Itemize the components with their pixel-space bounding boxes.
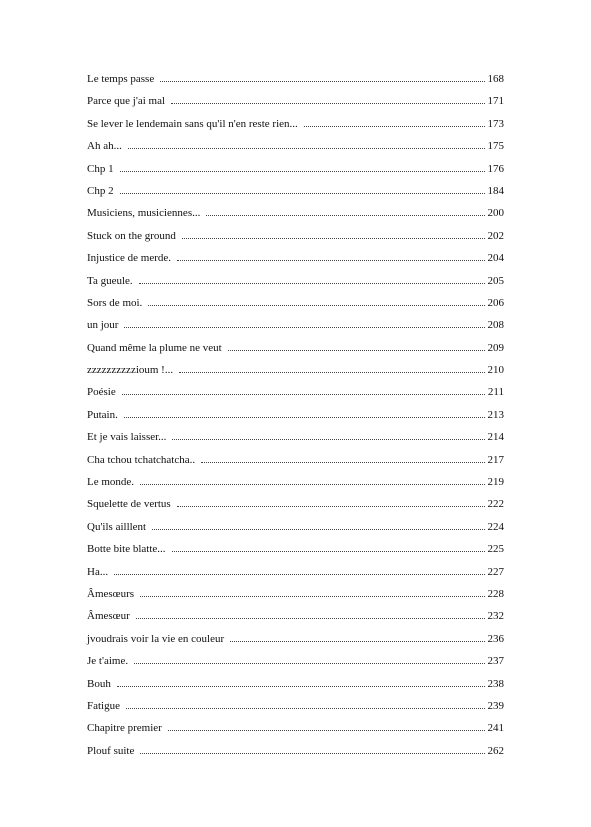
toc-entry[interactable] bbox=[87, 519, 504, 541]
toc-entry-page-number: 168 bbox=[487, 73, 504, 85]
toc-entry-title: Quand même la plume ne veut bbox=[87, 341, 222, 354]
toc-entry[interactable] bbox=[87, 631, 504, 653]
toc-entry-title: Sors de moi. bbox=[87, 296, 143, 309]
toc-entry-title: Squelette de vertus bbox=[87, 498, 171, 511]
toc-entry-title: Plouf suite bbox=[87, 744, 135, 757]
toc-entry[interactable] bbox=[87, 407, 504, 429]
toc-entry[interactable] bbox=[87, 250, 504, 272]
toc-entry-title: Ha... bbox=[87, 565, 109, 578]
toc-entry[interactable] bbox=[87, 183, 504, 205]
toc-entry-page-number: 262 bbox=[487, 744, 504, 757]
toc-entry[interactable] bbox=[87, 564, 504, 586]
dot-leader bbox=[122, 394, 485, 395]
dot-leader bbox=[136, 618, 485, 619]
toc-entry-title: Stuck on the ground bbox=[87, 229, 176, 242]
toc-entry-title: Musiciens, musiciennes... bbox=[87, 207, 201, 220]
toc-entry[interactable] bbox=[87, 720, 504, 742]
toc-entry-page-number: 202 bbox=[487, 229, 504, 242]
toc-entry[interactable] bbox=[87, 496, 504, 518]
toc-entry-title: Âmesœur bbox=[87, 610, 130, 623]
toc-entry-title: Chapitre premier bbox=[87, 722, 162, 735]
toc-entry[interactable] bbox=[87, 273, 504, 295]
dot-leader bbox=[172, 439, 484, 440]
toc-entry[interactable] bbox=[87, 653, 504, 675]
dot-leader bbox=[160, 81, 484, 82]
dot-leader bbox=[126, 708, 485, 709]
toc-entry[interactable] bbox=[87, 317, 504, 339]
toc-entry[interactable] bbox=[87, 452, 504, 474]
toc-entry-page-number: 184 bbox=[487, 184, 504, 197]
toc-entry-page-number: 238 bbox=[487, 677, 504, 690]
toc-entry[interactable] bbox=[87, 205, 504, 227]
toc-entry-page-number: 232 bbox=[487, 610, 504, 623]
toc-entry[interactable] bbox=[87, 698, 504, 720]
toc-entry-page-number: 209 bbox=[487, 341, 504, 354]
toc-entry-page-number: 225 bbox=[487, 543, 504, 556]
toc-entry-page-number: 228 bbox=[487, 587, 504, 600]
toc-entry-page-number: 227 bbox=[487, 565, 504, 578]
dot-leader bbox=[177, 260, 485, 261]
toc-entry-title: zzzzzzzzzzioum !... bbox=[87, 364, 174, 377]
toc-entry-page-number: 208 bbox=[487, 319, 504, 332]
toc-entry-title: Qu'ils ailllent bbox=[87, 520, 147, 533]
toc-entry[interactable] bbox=[87, 93, 504, 115]
toc-entry-page-number: 236 bbox=[487, 632, 504, 645]
toc-entry-page-number: 239 bbox=[487, 699, 504, 712]
dot-leader bbox=[171, 103, 484, 104]
toc-entry-title: Injustice de merde. bbox=[87, 252, 171, 265]
dot-leader bbox=[230, 641, 484, 642]
toc-entry-page-number: 200 bbox=[487, 207, 504, 220]
toc-entry-title: Botte bite blatte... bbox=[87, 543, 166, 556]
toc-entry-title: un jour bbox=[87, 319, 119, 332]
toc-entry-title: Je t'aime. bbox=[87, 655, 129, 668]
toc-entry-title: Le temps passe bbox=[87, 73, 155, 85]
toc-entry[interactable] bbox=[87, 429, 504, 451]
toc-entry-title: Se lever le lendemain sans qu'il n'en reste rien... bbox=[87, 117, 298, 130]
toc-entry[interactable] bbox=[87, 541, 504, 563]
toc-entry-title: Chp 2 bbox=[87, 184, 114, 197]
dot-leader bbox=[114, 574, 484, 575]
dot-leader bbox=[120, 193, 485, 194]
toc-entry-page-number: 237 bbox=[487, 655, 504, 668]
toc-entry-title: Poésie bbox=[87, 386, 116, 399]
dot-leader bbox=[179, 372, 484, 373]
toc-entry[interactable] bbox=[87, 161, 504, 183]
toc-entry-page-number: 205 bbox=[487, 274, 504, 287]
toc-entry[interactable] bbox=[87, 474, 504, 496]
dot-leader bbox=[172, 551, 485, 552]
toc-entry-page-number: 204 bbox=[487, 252, 504, 265]
toc-entry-page-number: 211 bbox=[487, 386, 504, 399]
dot-leader bbox=[139, 283, 485, 284]
toc-entry-page-number: 176 bbox=[487, 162, 504, 175]
dot-leader bbox=[128, 148, 485, 149]
toc-entry-title: jvoudrais voir la vie en couleur bbox=[87, 632, 225, 645]
toc-entry-page-number: 213 bbox=[487, 408, 504, 421]
dot-leader bbox=[134, 663, 484, 664]
toc-entry-page-number: 175 bbox=[487, 140, 504, 153]
dot-leader bbox=[140, 484, 484, 485]
toc-entry-title: Bouh bbox=[87, 677, 111, 690]
dot-leader bbox=[201, 462, 484, 463]
toc-entry-page-number: 214 bbox=[487, 431, 504, 444]
table-of-contents bbox=[87, 71, 504, 765]
toc-entry-page-number: 241 bbox=[487, 722, 504, 735]
toc-entry-page-number: 210 bbox=[487, 364, 504, 377]
toc-entry-page-number: 173 bbox=[487, 117, 504, 130]
toc-entry-title: Ah ah... bbox=[87, 140, 122, 153]
toc-entry[interactable] bbox=[87, 228, 504, 250]
dot-leader bbox=[124, 327, 484, 328]
toc-entry-title: Chp 1 bbox=[87, 162, 114, 175]
toc-entry-title: Âmesœurs bbox=[87, 587, 135, 600]
toc-entry[interactable] bbox=[87, 608, 504, 630]
toc-entry[interactable] bbox=[87, 116, 504, 138]
toc-entry-page-number: 224 bbox=[487, 520, 504, 533]
toc-entry[interactable] bbox=[87, 743, 504, 765]
toc-entry-page-number: 217 bbox=[487, 453, 504, 466]
toc-entry[interactable] bbox=[87, 362, 504, 384]
toc-entry[interactable] bbox=[87, 384, 504, 406]
toc-entry[interactable] bbox=[87, 71, 504, 93]
dot-leader bbox=[117, 686, 485, 687]
dot-leader bbox=[182, 238, 485, 239]
toc-entry[interactable] bbox=[87, 340, 504, 362]
toc-entry-title: Ta gueule. bbox=[87, 274, 133, 287]
dot-leader bbox=[120, 171, 485, 172]
dot-leader bbox=[140, 596, 484, 597]
toc-entry-title: Le monde. bbox=[87, 476, 135, 489]
toc-entry-title: Putain. bbox=[87, 408, 118, 421]
toc-entry-page-number: 206 bbox=[487, 296, 504, 309]
toc-entry-title: Et je vais laisser... bbox=[87, 431, 167, 444]
dot-leader bbox=[304, 126, 485, 127]
toc-entry-title: Parce que j'ai mal bbox=[87, 95, 166, 108]
toc-entry-title: Cha tchou tchatchatcha.. bbox=[87, 453, 196, 466]
toc-entry-title: Fatigue bbox=[87, 699, 120, 712]
toc-entry-page-number: 171 bbox=[487, 95, 504, 108]
toc-entry-page-number: 219 bbox=[487, 476, 504, 489]
toc-entry-page-number: 222 bbox=[487, 498, 504, 511]
dot-leader bbox=[140, 753, 484, 754]
dot-leader bbox=[228, 350, 485, 351]
dot-leader bbox=[124, 417, 485, 418]
dot-leader bbox=[177, 506, 485, 507]
toc-entry[interactable] bbox=[87, 586, 504, 608]
toc-entry[interactable] bbox=[87, 295, 504, 317]
dot-leader bbox=[206, 215, 484, 216]
toc-entry[interactable] bbox=[87, 138, 504, 160]
toc-entry[interactable] bbox=[87, 676, 504, 698]
dot-leader bbox=[152, 529, 484, 530]
dot-leader bbox=[148, 305, 484, 306]
dot-leader bbox=[168, 730, 485, 731]
